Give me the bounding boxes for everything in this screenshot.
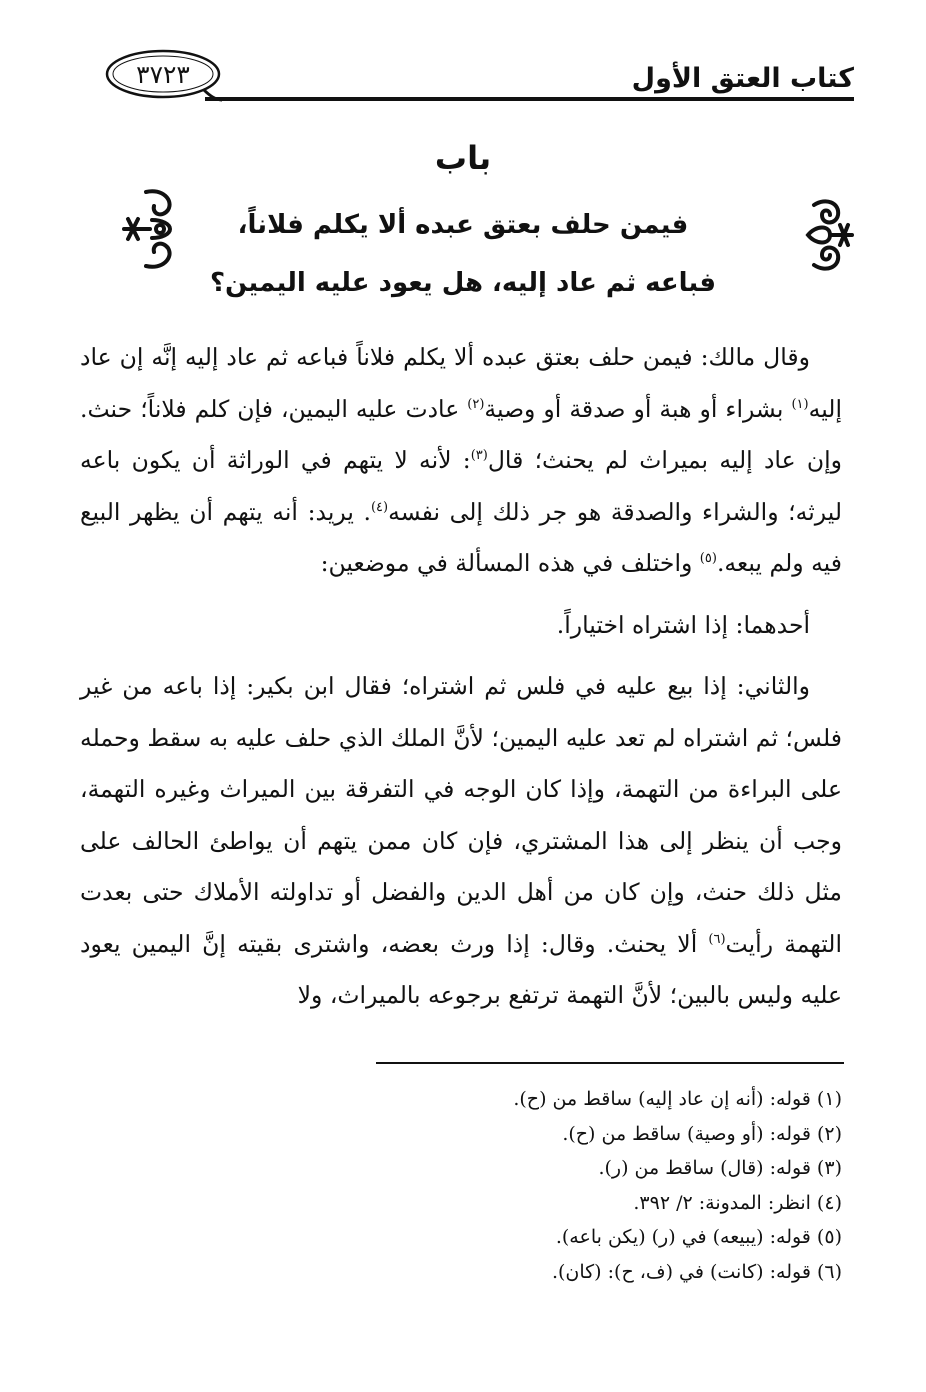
paragraph-1 (80, 332, 842, 590)
footnotes (342, 1082, 842, 1289)
header-rule (205, 97, 854, 101)
text-run: والثاني: إذا بيع عليه في فلس ثم اشتراه؛ فقال ابن بكير: إذا باعه من غير فلس؛ ثم اشتراه لم تعد عليه اليمين؛ لأنَّ الملك الذي حلف عليه به سقط وحمله على البراءة من التهمة، وإذا كان الوجه في التفرقة بين الميراث وغيره التهمة، وجب أن ينظر إلى هذا المشتري، فإن كان ممن يتهم أن يواطئ الحالف على مثل ذلك حنث، وإن كان من أهل الدين والفضل أو تداولته الأملاك حتى بعدت التهمة رأيت (80, 672, 842, 958)
page-header (0, 0, 926, 120)
chapter-title-line-2: فباعه ثم عاد إليه، هل يعود عليه اليمين؟ (209, 268, 717, 298)
footnote-ref-5: (٥) (699, 551, 717, 567)
footnote-6: (٦) قوله: (كانت) في (ف، ح): (كان). (551, 1260, 842, 1283)
page-number: ٣٧٢٣ (136, 59, 190, 89)
text-run: : لأنه لا يتهم في الوراثة أن يكون باعه ليرثه؛ والشراء والصدقة هو جر ذلك إلى نفسه (80, 446, 842, 526)
footnote-4: (٤) انظر: المدونة: ٢/ ٣٩٢. (633, 1191, 842, 1214)
footnote-5: (٥) قوله: (يبيعه) في (ر) (يكن باعه). (555, 1226, 842, 1248)
text-run: وقال مالك: فيمن حلف بعتق عبده ألا يكلم فلاناً فباعه ثم عاد إليه إنَّه إن عاد إليه (80, 343, 842, 423)
body-text (80, 332, 842, 1022)
footnote-rule (376, 1062, 844, 1064)
footnote-1: (١) قوله: (أنه إن عاد إليه) ساقط من (ح). (513, 1088, 842, 1110)
footnote-ref-1: (١) (791, 396, 809, 412)
text-run: واختلف في هذه المسألة في موضعين: (320, 549, 700, 577)
footnote-3: (٣) قوله: (قال) ساقط من (ر). (598, 1157, 842, 1179)
footnote-ref-6: (٦) (708, 931, 726, 947)
footnote-ref-2: (٢) (467, 396, 485, 412)
page-number-badge (104, 48, 222, 104)
paragraph-2: أحدهما: إذا اشتراه اختياراً. (556, 610, 810, 639)
text-run: عادت عليه اليمين، فإن كلم فلاناً؛ حنث. وإن عاد إليه بميراث لم يحنث؛ قال (80, 394, 843, 474)
text-run: . يريد: أنه يتهم أن يظهر البيع فيه ولم يبعه. (80, 497, 842, 577)
ornament-right-icon (800, 195, 856, 275)
text-run: ألا يحنث. وقال: إذا ورث بعضه، واشترى بقيته إنَّ اليمين يعود عليه وليس بالبين؛ لأنَّ التهمة ترتفع برجوعه بالميراث، ولا (80, 929, 842, 1009)
text-run: بشراء أو هبة أو صدقة أو وصية (484, 394, 792, 423)
footnote-ref-3: (٣) (470, 448, 488, 464)
footnote-ref-4: (٤) (370, 499, 389, 515)
ornament-left-icon (116, 186, 180, 272)
footnote-2: (٢) قوله: (أو وصية) ساقط من (ح). (562, 1122, 842, 1145)
chapter-title-line-1: فيمن حلف بعتق عبده ألا يكلم فلاناً، (237, 210, 689, 240)
chapter-title (200, 196, 726, 312)
chapter-heading: باب (434, 139, 492, 177)
paragraph-3 (80, 661, 842, 1022)
book-title: كتاب العتق الأول (631, 63, 854, 94)
